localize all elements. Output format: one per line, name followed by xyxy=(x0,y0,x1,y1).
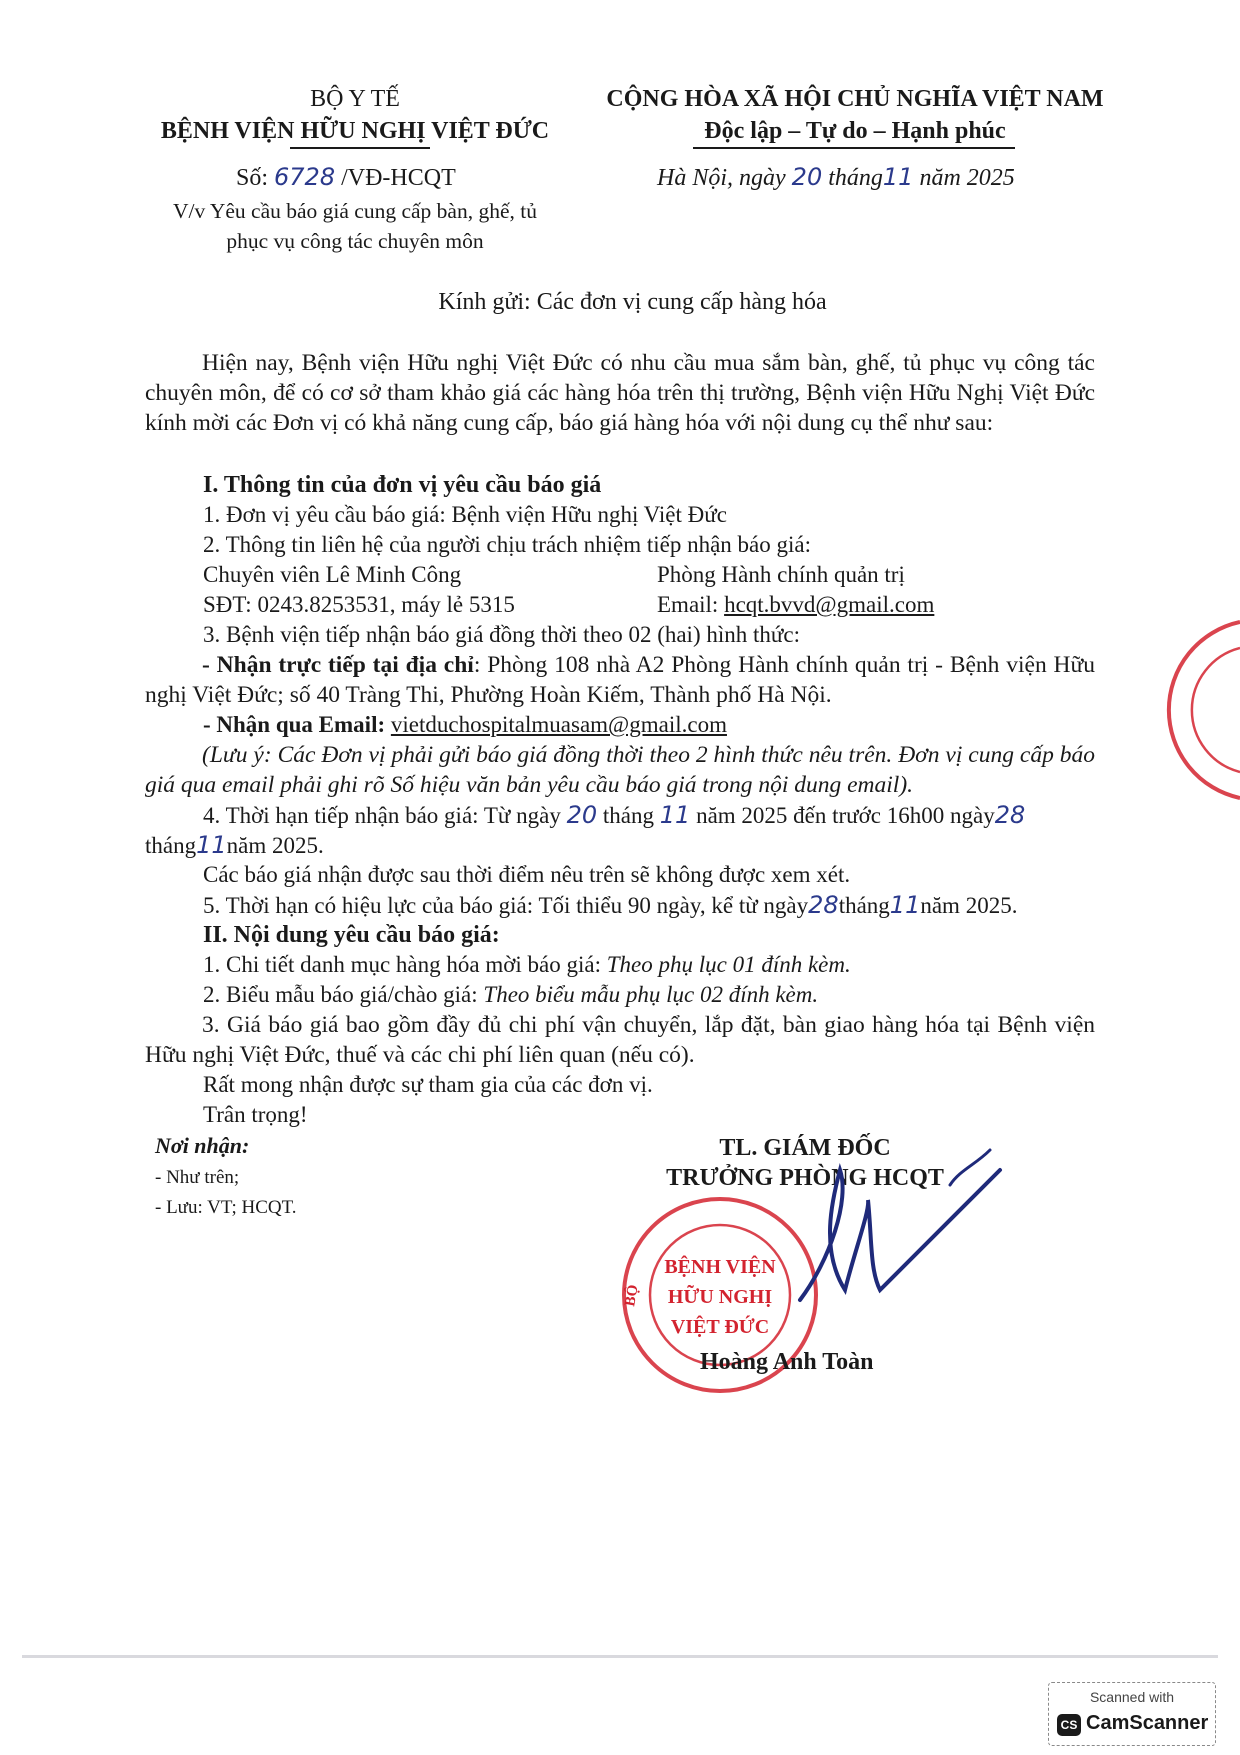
signature-title-2: TRƯỞNG PHÒNG HCQT xyxy=(666,1165,944,1191)
greeting: Kính gửi: Các đơn vị cung cấp hàng hóa xyxy=(438,289,827,315)
hospital-name: BỆNH VIỆN HỮU NGHỊ VIỆT ĐỨC xyxy=(160,118,550,144)
contact-name: Chuyên viên Lê Minh Công xyxy=(203,562,462,587)
item5-text-b: tháng xyxy=(838,893,890,918)
item4-text-e: năm 2025. xyxy=(226,833,324,858)
stamp-line-1: BỆNH VIỆN xyxy=(664,1256,776,1278)
item4-day2: 28 xyxy=(994,801,1026,829)
date-month-label: tháng xyxy=(828,165,883,191)
camscanner-watermark xyxy=(1048,1682,1216,1746)
closing-line-2: Trân trọng! xyxy=(203,1102,308,1127)
contact-email-label: Email: xyxy=(657,592,719,617)
number-handwritten: 6728 xyxy=(274,163,336,191)
item5-text-a: 5. Thời hạn có hiệu lực của báo giá: Tối thiểu 90 ngày, kể từ ngày xyxy=(203,893,809,918)
direct-text: : Phòng 108 nhà A2 Phòng Hành chính quản trị - Bệnh viện Hữu nghị Việt Đức; số 40 Tràng Thi, Phường Hoàn Kiếm, Thành phố Hà Nội. xyxy=(145,652,1096,708)
stamp-line-2: HỮU NGHỊ xyxy=(667,1286,773,1308)
item4-text-c: năm 2025 đến trước 16h00 ngày xyxy=(696,803,995,828)
email-submission-link[interactable]: vietduchospitalmuasam@gmail.com xyxy=(390,712,727,737)
subject-line-2: phục vụ công tác chuyên môn xyxy=(226,229,484,253)
section1-title: I. Thông tin của đơn vị yêu cầu báo giá xyxy=(203,472,602,498)
number-prefix: Số: xyxy=(236,165,269,191)
document-number xyxy=(236,162,456,193)
recipients-line-1: - Như trên; xyxy=(155,1167,240,1188)
handwritten-signature-icon xyxy=(760,1140,1020,1330)
item4-text-a: 4. Thời hạn tiếp nhận báo giá: Từ ngày xyxy=(203,803,561,828)
item5-month: 11 xyxy=(889,891,921,919)
scanner-caption: Scanned with xyxy=(1089,1689,1175,1705)
camscanner-logo-icon: CS xyxy=(1057,1714,1081,1736)
date-month: 11 xyxy=(882,163,914,191)
signer-name: Hoàng Anh Toàn xyxy=(700,1349,874,1375)
item5-text-c: năm 2025. xyxy=(920,893,1018,918)
scan-edge-line xyxy=(22,1655,1218,1658)
item4-day1: 20 xyxy=(566,801,598,829)
item4-month2: 11 xyxy=(196,831,227,859)
section1-item4 xyxy=(203,800,1025,831)
section1-item2: 2. Thông tin liên hệ của người chịu trách nhiệm tiếp nhận báo giá: xyxy=(203,532,811,557)
signature-title-1: TL. GIÁM ĐỐC xyxy=(719,1135,891,1161)
contact-department: Phòng Hành chính quản trị xyxy=(657,562,905,587)
intro-text: Hiện nay, Bệnh viện Hữu nghị Việt Đức có nhu cầu mua sắm bàn, ghế, tủ phục vụ công tác chuyên môn, để có cơ sở tham khảo giá các hàng hóa trên thị trường, Bệnh viện Hữu Nghị Việt Đức kính mời các Đơn vị có khả năng cung cấp, báo giá hàng hóa với nội dung cụ thể như sau: xyxy=(145,350,1095,436)
direct-label: - Nhận trực tiếp tại địa chỉ xyxy=(202,652,474,678)
submission-note xyxy=(145,740,1095,800)
section2-item1-value: Theo phụ lục 01 đính kèm. xyxy=(606,952,851,977)
submission-note-text: (Lưu ý: Các Đơn vị phải gửi báo giá đồng thời theo 2 hình thức nêu trên. Đơn vị cung cấp báo giá qua email phải ghi rõ Số hiệu văn bản yêu cầu báo giá trong nội dung email). xyxy=(145,742,1095,798)
section1-item1: 1. Đơn vị yêu cầu báo giá: Bệnh viện Hữu nghị Việt Đức xyxy=(203,502,727,527)
section2-item2-label: 2. Biểu mẫu báo giá/chào giá: xyxy=(203,982,484,1007)
item4-text-b: tháng xyxy=(602,803,655,828)
section2-item2 xyxy=(203,980,818,1010)
recipients-title: Nơi nhận: xyxy=(155,1133,250,1158)
section1-item3: 3. Bệnh viện tiếp nhận báo giá đồng thời theo 02 (hai) hình thức: xyxy=(203,622,800,647)
intro-paragraph xyxy=(145,348,1095,438)
closing-line-1: Rất mong nhận được sự tham gia của các đơn vị. xyxy=(203,1072,653,1097)
contact-email-line xyxy=(657,590,934,620)
subject-line-1: V/v Yêu cầu báo giá cung cấp bàn, ghế, tủ xyxy=(173,199,537,223)
date-prefix: Hà Nội, ngày xyxy=(657,165,786,191)
late-notice: Các báo giá nhận được sau thời điểm nêu trên sẽ không được xem xét. xyxy=(203,862,851,887)
nation-motto: Độc lập – Tự do – Hạnh phúc xyxy=(704,118,1006,144)
date-day: 20 xyxy=(791,163,823,191)
section2-item3-text: 3. Giá báo giá bao gồm đầy đủ chi phí vận chuyển, lắp đặt, bàn giao hàng hóa tại Bệnh viện Hữu nghị Việt Đức, thuế và các chi phí liên quan (nếu có). xyxy=(145,1012,1095,1068)
section2-item2-value: Theo biểu mẫu phụ lục 02 đính kèm. xyxy=(483,982,819,1007)
item4-text-d: tháng xyxy=(145,833,197,858)
email-submission-label: - Nhận qua Email: xyxy=(203,712,386,737)
nation-title: CỘNG HÒA XÃ HỘI CHỦ NGHĨA VIỆT NAM xyxy=(606,86,1104,112)
edge-stamp-partial xyxy=(1162,620,1240,805)
date-year: năm 2025 xyxy=(919,165,1015,191)
section1-item4-cont xyxy=(145,830,324,861)
section2-title: II. Nội dung yêu cầu báo giá: xyxy=(203,922,500,948)
section2-item3 xyxy=(145,1010,1095,1070)
recipients-line-2: - Lưu: VT; HCQT. xyxy=(155,1197,297,1218)
header-right-underline xyxy=(693,147,1015,149)
direct-submission xyxy=(145,650,1095,710)
section2-item1 xyxy=(203,950,851,980)
issue-date xyxy=(657,162,1015,193)
number-suffix: /VĐ-HCQT xyxy=(341,165,456,191)
contact-phone: SĐT: 0243.8253531, máy lẻ 5315 xyxy=(203,592,515,617)
edge-stamp-icon xyxy=(1162,620,1240,800)
stamp-ring-text: BỘ xyxy=(622,1283,642,1308)
ministry-name: BỘ Y TẾ xyxy=(310,86,400,112)
item5-day: 28 xyxy=(808,891,839,919)
contact-email-link[interactable]: hcqt.bvvd@gmail.com xyxy=(724,592,935,617)
stamp-line-3: VIỆT ĐỨC xyxy=(670,1316,770,1338)
section1-item5 xyxy=(203,890,1017,921)
email-submission xyxy=(203,710,727,740)
header-left-underline xyxy=(290,147,430,149)
section2-item1-label: 1. Chi tiết danh mục hàng hóa mời báo giá: xyxy=(203,952,607,977)
scanner-brand: CamScanner xyxy=(1086,1712,1209,1734)
item4-month1: 11 xyxy=(659,801,691,829)
